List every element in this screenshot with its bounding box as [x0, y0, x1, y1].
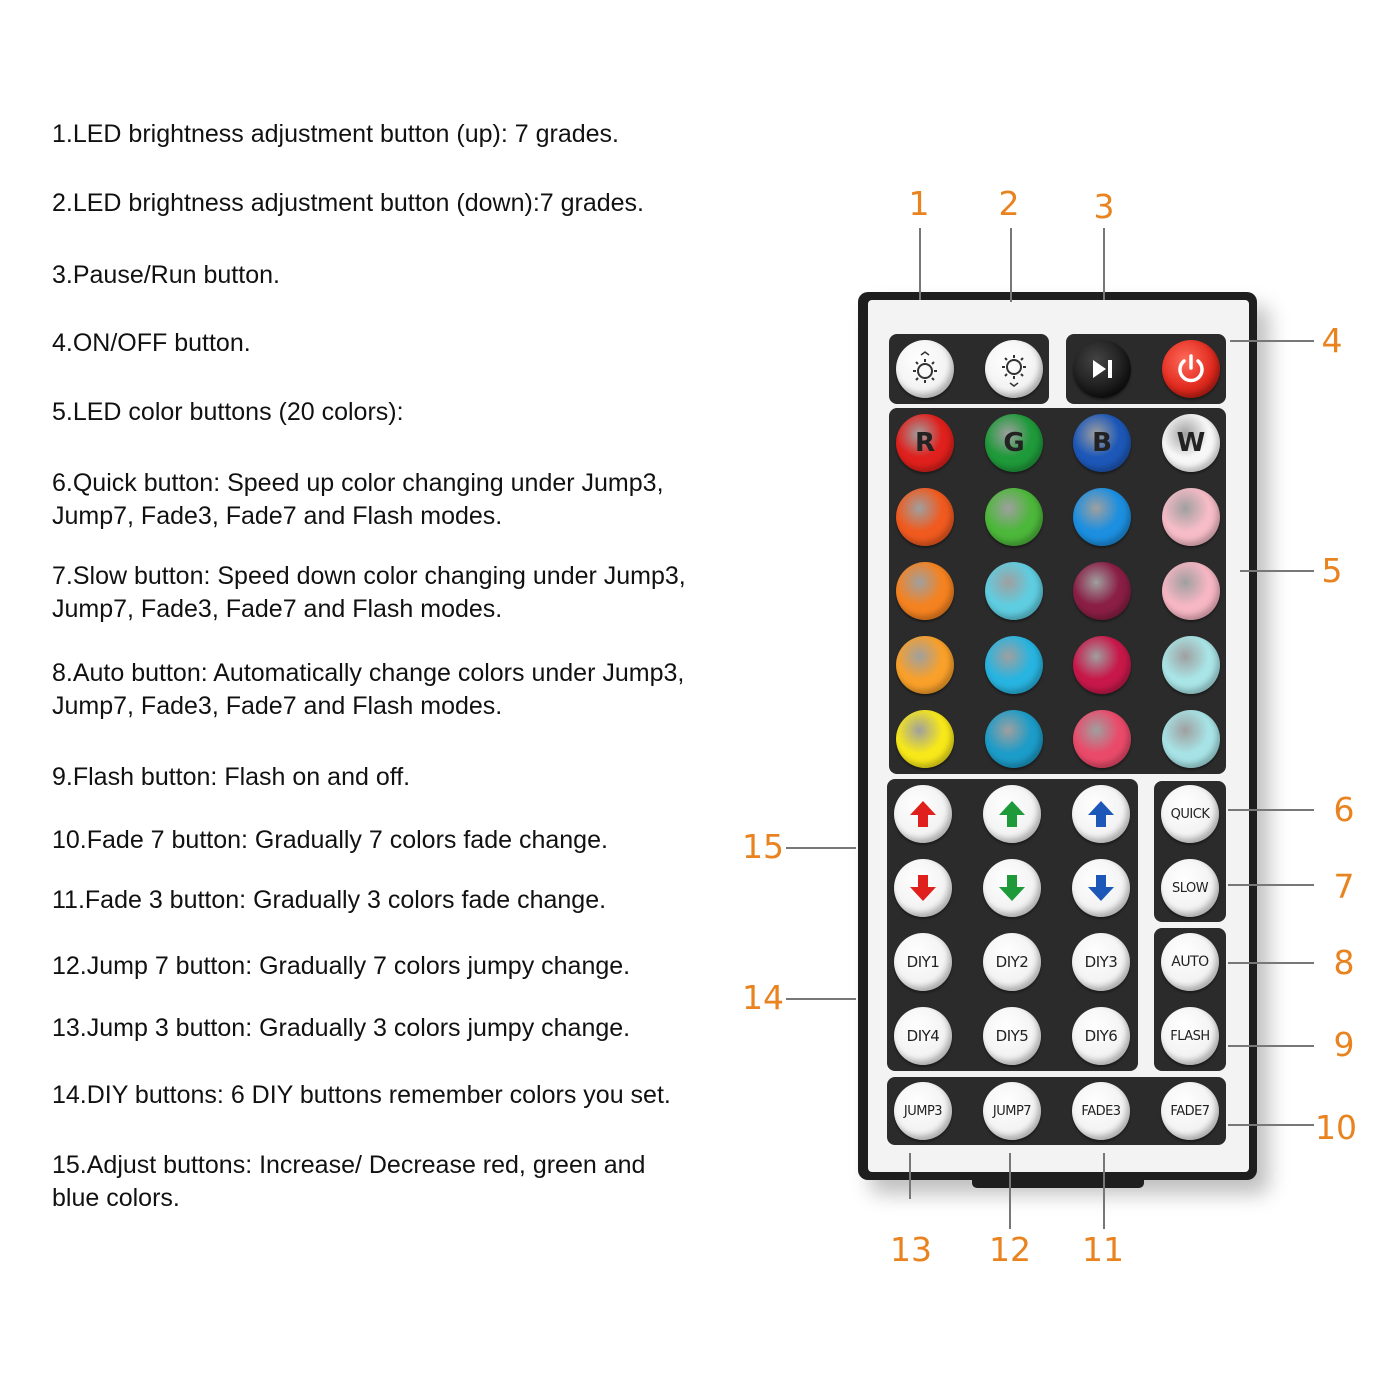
green-up-button[interactable] — [983, 785, 1041, 843]
color-button-r5c2[interactable] — [985, 710, 1043, 768]
description-7: 7.Slow button: Speed down color changing under Jump3, Jump7, Fade3, Fade7 and Flash modes. — [52, 562, 686, 623]
leader-line-15 — [786, 847, 856, 849]
arrow-up-icon — [996, 798, 1028, 830]
brightness-down-icon — [995, 350, 1033, 388]
fade7-button[interactable] — [1161, 1082, 1219, 1140]
callout-13: 13 — [890, 1230, 932, 1269]
brightness-up-button[interactable] — [896, 340, 954, 398]
description-6: 6.Quick button: Speed up color changing under Jump3, Jump7, Fade3, Fade7 and Flash modes. — [52, 469, 664, 530]
fade3-label: FADE3 — [1081, 1103, 1121, 1119]
arrow-up-icon — [907, 798, 939, 830]
diy1-button[interactable] — [894, 933, 952, 991]
color-button-r1c4[interactable] — [1162, 414, 1220, 472]
description-12: 12.Jump 7 button: Gradually 7 colors jumpy change. — [52, 952, 631, 980]
green-down-button[interactable] — [983, 859, 1041, 917]
flash-button[interactable] — [1161, 1007, 1219, 1065]
description-8: 8.Auto button: Automatically change colors under Jump3, Jump7, Fade3, Fade7 and Flash modes. — [52, 659, 685, 720]
leader-line-9 — [1228, 1045, 1314, 1047]
arrow-down-icon — [1085, 872, 1117, 904]
red-down-button[interactable] — [894, 859, 952, 917]
power-button[interactable] — [1162, 340, 1220, 398]
remote-foot — [972, 1178, 1144, 1188]
color-button-r3c2[interactable] — [985, 562, 1043, 620]
leader-line-2 — [1010, 228, 1012, 302]
color-button-r3c4[interactable] — [1162, 562, 1220, 620]
description-9: 9.Flash button: Flash on and off. — [52, 763, 411, 791]
color-button-r4c1[interactable] — [896, 636, 954, 694]
color-button-r2c1[interactable] — [896, 488, 954, 546]
color-button-r2c3[interactable] — [1073, 488, 1131, 546]
callout-11: 11 — [1082, 1230, 1124, 1269]
flash-label: FLASH — [1170, 1028, 1210, 1044]
color-button-r4c3[interactable] — [1073, 636, 1131, 694]
fade3-button[interactable] — [1072, 1082, 1130, 1140]
color-button-r4c2[interactable] — [985, 636, 1043, 694]
color-label-3: B — [1092, 428, 1112, 458]
arrow-up-icon — [1085, 798, 1117, 830]
jump3-button[interactable] — [894, 1082, 952, 1140]
callout-2: 2 — [998, 184, 1020, 223]
leader-line-12 — [1009, 1153, 1011, 1229]
pause-run-button[interactable] — [1073, 340, 1131, 398]
leader-line-10 — [1228, 1124, 1314, 1126]
diy6-label: DIY6 — [1084, 1027, 1118, 1045]
color-label-2: G — [1003, 428, 1025, 458]
jump7-button[interactable] — [983, 1082, 1041, 1140]
leader-line-3 — [1103, 228, 1105, 300]
blue-down-button[interactable] — [1072, 859, 1130, 917]
diy2-label: DIY2 — [995, 953, 1029, 971]
color-button-r2c4[interactable] — [1162, 488, 1220, 546]
callout-6: 6 — [1333, 790, 1355, 829]
leader-line-13 — [909, 1153, 911, 1199]
diy4-button[interactable] — [894, 1007, 952, 1065]
diy3-button[interactable] — [1072, 933, 1130, 991]
quick-label: QUICK — [1170, 806, 1210, 822]
arrow-down-icon — [907, 872, 939, 904]
description-15: 15.Adjust buttons: Increase/ Decrease red, green and blue colors. — [52, 1151, 646, 1212]
leader-line-4 — [1230, 340, 1314, 342]
color-button-r1c2[interactable] — [985, 414, 1043, 472]
color-button-r3c3[interactable] — [1073, 562, 1131, 620]
leader-line-11 — [1103, 1153, 1105, 1229]
diy5-label: DIY5 — [995, 1027, 1029, 1045]
power-icon — [1173, 351, 1209, 387]
auto-button[interactable] — [1161, 933, 1219, 991]
color-button-r5c3[interactable] — [1073, 710, 1131, 768]
fade7-label: FADE7 — [1170, 1103, 1210, 1119]
leader-line-6 — [1228, 809, 1314, 811]
leader-line-7 — [1228, 884, 1314, 886]
callout-8: 8 — [1333, 943, 1355, 982]
callout-4: 4 — [1321, 321, 1343, 360]
play-pause-icon — [1085, 352, 1119, 386]
callout-3: 3 — [1093, 187, 1115, 226]
color-button-r5c1[interactable] — [896, 710, 954, 768]
callout-1: 1 — [908, 184, 930, 223]
leader-line-1 — [919, 228, 921, 300]
jump3-label: JUMP3 — [903, 1103, 943, 1119]
color-button-r3c1[interactable] — [896, 562, 954, 620]
brightness-down-button[interactable] — [985, 340, 1043, 398]
diy3-label: DIY3 — [1084, 953, 1118, 971]
callout-15: 15 — [742, 827, 784, 866]
jump7-label: JUMP7 — [992, 1103, 1032, 1119]
red-up-button[interactable] — [894, 785, 952, 843]
callout-7: 7 — [1333, 867, 1355, 906]
arrow-down-icon — [996, 872, 1028, 904]
slow-label: SLOW — [1171, 880, 1209, 896]
description-11: 11.Fade 3 button: Gradually 3 colors fade change. — [52, 886, 607, 914]
callout-12: 12 — [989, 1230, 1031, 1269]
auto-label: AUTO — [1171, 954, 1209, 970]
diy4-label: DIY4 — [906, 1027, 940, 1045]
leader-line-14 — [786, 998, 856, 1000]
diy5-button[interactable] — [983, 1007, 1041, 1065]
description-2: 2.LED brightness adjustment button (down):7 grades. — [52, 189, 645, 217]
blue-up-button[interactable] — [1072, 785, 1130, 843]
color-button-r2c2[interactable] — [985, 488, 1043, 546]
color-button-r4c4[interactable] — [1162, 636, 1220, 694]
description-4: 4.ON/OFF button. — [52, 329, 251, 357]
description-5: 5.LED color buttons (20 colors): — [52, 398, 404, 426]
brightness-up-icon — [906, 350, 944, 388]
diy1-label: DIY1 — [906, 953, 940, 971]
color-label-1: R — [914, 428, 936, 458]
callout-14: 14 — [742, 978, 784, 1017]
leader-line-8 — [1228, 962, 1314, 964]
color-label-4: W — [1176, 428, 1206, 458]
diy6-button[interactable] — [1072, 1007, 1130, 1065]
color-button-r5c4[interactable] — [1162, 710, 1220, 768]
description-3: 3.Pause/Run button. — [52, 261, 280, 289]
diy2-button[interactable] — [983, 933, 1041, 991]
slow-button[interactable] — [1161, 859, 1219, 917]
description-1: 1.LED brightness adjustment button (up): 7 grades. — [52, 120, 619, 148]
callout-10: 10 — [1315, 1108, 1357, 1147]
callout-5: 5 — [1321, 551, 1343, 590]
quick-button[interactable] — [1161, 785, 1219, 843]
description-14: 14.DIY buttons: 6 DIY buttons remember colors you set. — [52, 1081, 671, 1109]
description-10: 10.Fade 7 button: Gradually 7 colors fade change. — [52, 826, 608, 854]
callout-9: 9 — [1333, 1025, 1355, 1064]
description-13: 13.Jump 3 button: Gradually 3 colors jumpy change. — [52, 1014, 631, 1042]
color-button-r1c3[interactable] — [1073, 414, 1131, 472]
color-button-r1c1[interactable] — [896, 414, 954, 472]
leader-line-5 — [1240, 570, 1314, 572]
